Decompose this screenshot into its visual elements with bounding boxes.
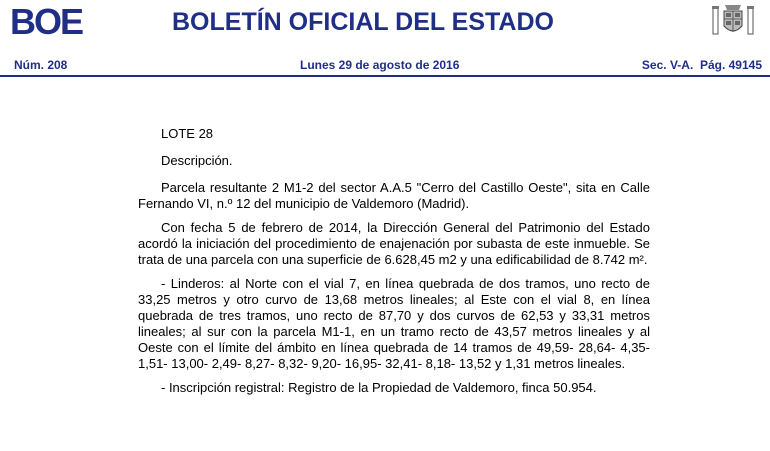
issue-number: Núm. 208 [14,58,68,72]
document-body [138,126,650,404]
paragraph-linderos: - Linderos: al Norte con el vial 7, en línea quebrada de dos tramos, uno recto de 33,25 metros y otro curvo de 13,68 metros lineales; al Este con el vial 8, en línea quebrada de tres tramos, uno recto de 87,70 y dos curvos de 62,53 y 33,31 metros lineales; al sur con la parcela M1-1, en un tramo recto de 43,57 metros lineales y al Oeste con el límite del ámbito en línea quebrada de 14 tramos de 49,59- 28,64- 4,35- 1,51- 13,00- 2,49- 8,27- 8,32- 9,20- 16,95- 32,41- 8,18- 13,52 y 1,31 metros lineales. [138,276,650,371]
paragraph-inscripcion: - Inscripción registral: Registro de la Propiedad de Valdemoro, finca 50.954. [161,380,597,395]
coat-of-arms-icon [710,0,756,40]
paragraph-parcela: Parcela resultante 2 M1-2 del sector A.A.5 "Cerro del Castillo Oeste", sita en Calle Fernando VI, n.º 12 del municipio de Valdemoro (Madrid). [138,180,650,211]
header-divider [0,75,770,77]
page-title: BOLETÍN OFICIAL DEL ESTADO [172,8,554,36]
issue-header [0,57,770,73]
boe-logo: BOE [10,1,83,42]
paragraph-fecha: Con fecha 5 de febrero de 2014, la Dirección General del Patrimonio del Estado acordó la iniciación del procedimiento de enajenación por subasta de este inmueble. Se trata de una parcela con una superficie de 6.628,45 m2 y una edificabilidad de 8.742 m². [138,220,650,267]
issue-date: Lunes 29 de agosto de 2016 [300,58,460,72]
description-heading: Descripción. [161,153,233,168]
lote-heading: LOTE 28 [161,126,214,141]
section-page: Sec. V-A. Pág. 49145 [641,58,762,72]
